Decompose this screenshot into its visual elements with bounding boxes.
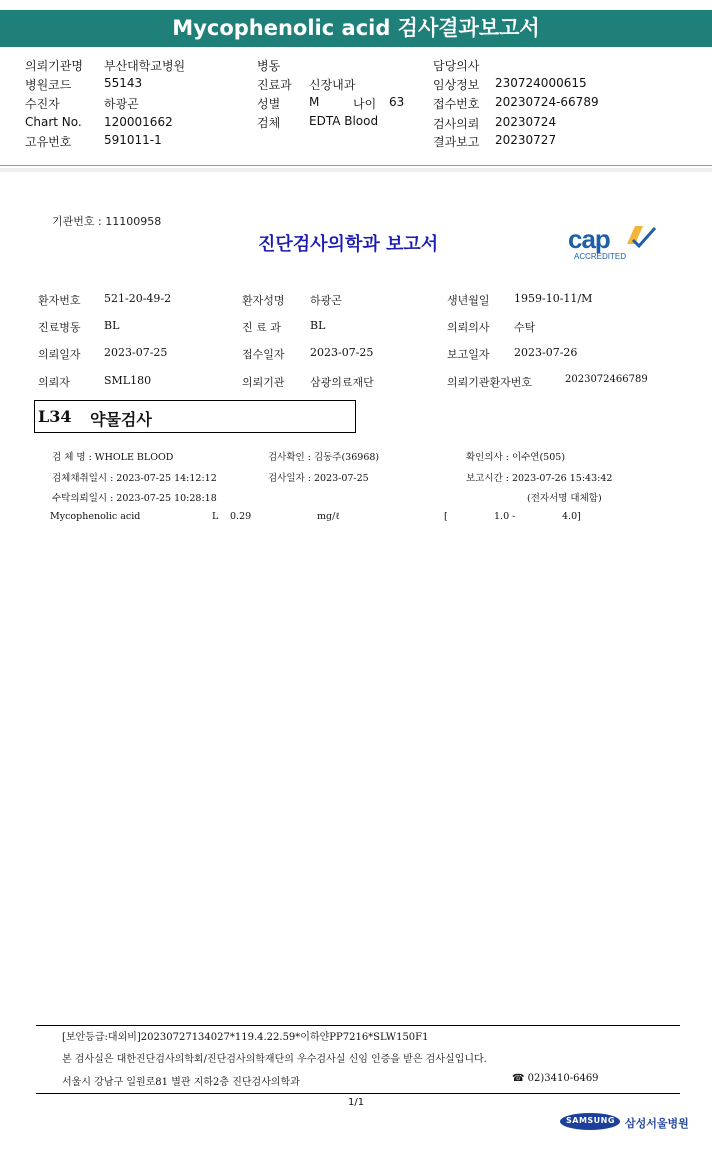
hospital-label: 의뢰기관명 xyxy=(25,59,83,73)
patient-info-label: 접수일자 xyxy=(242,348,285,361)
result-flag: L xyxy=(212,511,219,522)
patient-label: 수진자 xyxy=(25,97,60,111)
request-date-value: 20230724 xyxy=(495,115,557,129)
patient-info-label: 의뢰기관환자번호 xyxy=(447,376,533,389)
patient-info-value: BL xyxy=(104,319,120,332)
specimen-name: 검 체 명 : WHOLE BLOOD xyxy=(52,452,174,463)
chart-no-label: Chart No. xyxy=(25,115,82,129)
collection-time: 검체채취일시 : 2023-07-25 14:12:12 xyxy=(52,473,217,484)
footer-divider-bottom xyxy=(36,1093,680,1094)
exam-date: 검사일자 : 2023-07-25 xyxy=(268,473,369,484)
cap-check-icon xyxy=(621,222,657,252)
patient-info-value: 수탁 xyxy=(514,321,536,334)
age-label: 나이 xyxy=(353,97,377,111)
dept-value: 신장내과 xyxy=(309,78,356,92)
patient-info-label: 의뢰자 xyxy=(38,376,70,389)
ward-label: 병동 xyxy=(257,59,281,73)
cap-accredited-logo xyxy=(566,222,658,264)
specimen-label: 검체 xyxy=(257,116,281,130)
specimen-value: EDTA Blood xyxy=(309,114,379,128)
sex-value: M xyxy=(309,95,320,109)
result-unit: mg/ℓ xyxy=(317,511,340,522)
clinical-info-value: 230724000615 xyxy=(495,76,587,90)
patient-info-label: 의뢰일자 xyxy=(38,348,81,361)
confirm-doctor: 확인의사 : 이수연(505) xyxy=(466,452,566,463)
unique-no-label: 고유번호 xyxy=(25,135,72,149)
reference-open: [ xyxy=(444,511,448,522)
hospital-code-label: 병원코드 xyxy=(25,78,72,92)
section-name: 약물검사 xyxy=(90,410,152,429)
patient-info-value: 2023072466789 xyxy=(565,374,648,385)
request-time: 수탁의뢰일시 : 2023-07-25 10:28:18 xyxy=(52,493,217,504)
patient-info-value: 2023-07-25 xyxy=(104,346,168,359)
patient-info-value: 2023-07-25 xyxy=(310,346,374,359)
certification-text: 본 검사실은 대한진단검사의학회/진단검사의학재단의 우수검사실 신임 인증을 받은 검사실입니다. xyxy=(62,1054,487,1065)
age-value: 63 xyxy=(389,95,405,109)
samsung-wordmark: SAMSUNG xyxy=(566,1116,615,1125)
patient-info-label: 생년월일 xyxy=(447,294,490,307)
clinical-info-label: 임상정보 xyxy=(433,78,480,92)
patient-info-value: 2023-07-26 xyxy=(514,346,578,359)
cap-logo-text: cap xyxy=(568,224,610,254)
patient-info-value: 삼광의료재단 xyxy=(310,376,374,389)
dept-label: 진료과 xyxy=(257,78,292,92)
report-title: 진단검사의학과 보고서 xyxy=(258,234,439,255)
header-divider xyxy=(0,165,712,166)
cap-accredited-text: ACCREDITED xyxy=(574,252,627,261)
exam-confirm: 검사확인 : 김동주(36968) xyxy=(268,452,380,463)
patient-info-label: 진료병동 xyxy=(38,321,81,334)
result-report-label: 결과보고 xyxy=(433,135,480,149)
hospital-code-value: 55143 xyxy=(104,76,143,90)
patient-info-value: BL xyxy=(310,319,326,332)
receipt-no-value: 20230724-66789 xyxy=(495,95,599,109)
hospital-value: 부산대학교병원 xyxy=(104,59,186,73)
patient-info-label: 환자성명 xyxy=(242,294,285,307)
hospital-name: 삼성서울병원 xyxy=(625,1117,689,1130)
result-value: 0.29 xyxy=(230,511,252,522)
patient-info-label: 의뢰의사 xyxy=(447,321,490,334)
result-test-name: Mycophenolic acid xyxy=(50,511,141,522)
result-report-value: 20230727 xyxy=(495,133,557,147)
esign-note: (전자서명 대체함) xyxy=(527,493,602,504)
page-number: 1/1 xyxy=(348,1097,365,1108)
header-divider-shade xyxy=(0,168,712,172)
doctor-label: 담당의사 xyxy=(433,59,480,73)
lab-address: 서울시 강남구 일원로81 별관 지하2층 진단검사의학과 xyxy=(62,1077,300,1088)
patient-info-label: 의뢰기관 xyxy=(242,376,285,389)
lab-phone: ☎ 02)3410-6469 xyxy=(512,1073,599,1084)
institution-number: 기관번호 : 11100958 xyxy=(52,215,162,228)
patient-info-label: 환자번호 xyxy=(38,294,81,307)
request-date-label: 검사의뢰 xyxy=(433,117,480,131)
security-line: [보안등급:대외비]20230727134027*119.4.22.59*이하얀PP7216*SLW150F1 xyxy=(62,1032,429,1043)
patient-info-value: 하광곤 xyxy=(310,294,342,307)
report-banner-title: Mycophenolic acid 검사결과보고서 xyxy=(0,10,712,47)
patient-value: 하광곤 xyxy=(104,97,139,111)
patient-info-label: 보고일자 xyxy=(447,348,490,361)
sex-label: 성별 xyxy=(257,97,281,111)
footer-divider xyxy=(36,1025,680,1026)
reference-low: 1.0 - xyxy=(494,511,516,522)
patient-info-value: 1959-10-11/M xyxy=(514,292,593,305)
unique-no-value: 591011-1 xyxy=(104,133,162,147)
chart-no-value: 120001662 xyxy=(104,115,173,129)
report-time: 보고시간 : 2023-07-26 15:43:42 xyxy=(466,473,613,484)
receipt-no-label: 접수번호 xyxy=(433,97,480,111)
patient-info-value: 521-20-49-2 xyxy=(104,292,172,305)
patient-info-label: 진 료 과 xyxy=(242,321,281,334)
samsung-hospital-logo xyxy=(560,1110,689,1134)
section-box xyxy=(34,400,356,433)
section-code: L34 xyxy=(38,407,72,426)
patient-info-value: SML180 xyxy=(104,374,152,387)
reference-high: 4.0] xyxy=(562,511,581,522)
